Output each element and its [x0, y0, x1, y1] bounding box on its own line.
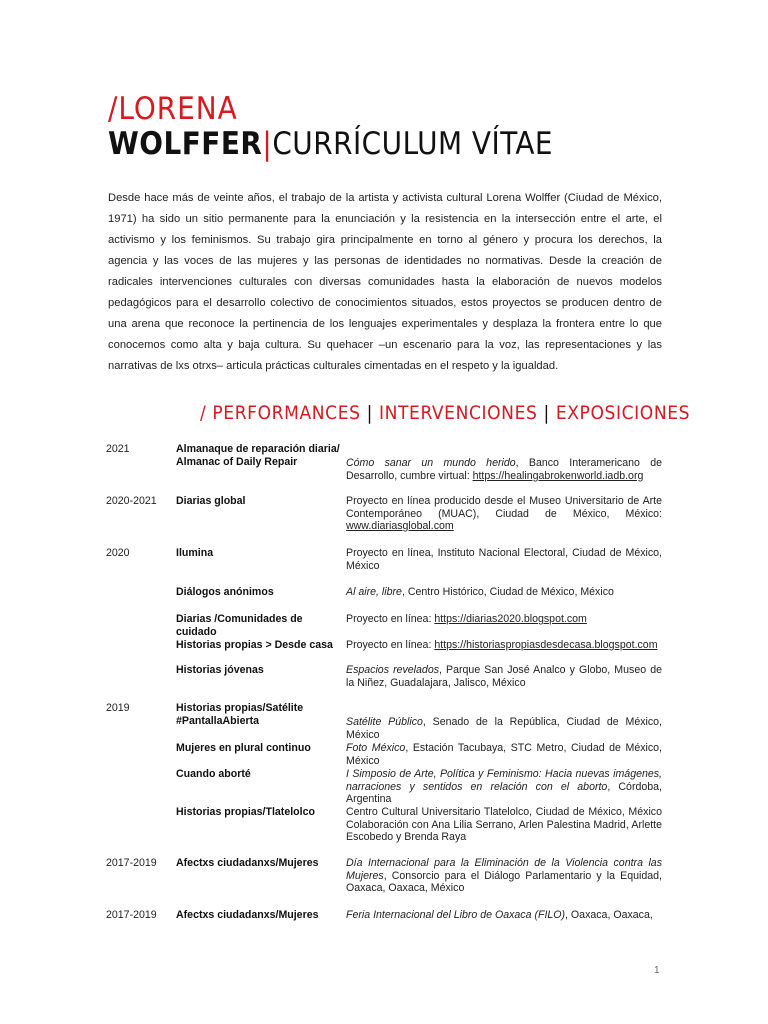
section-heading	[200, 402, 690, 424]
entry-description	[346, 857, 662, 895]
entry-title: Cuando aborté	[176, 768, 251, 780]
entry-year: 2020-2021	[106, 495, 157, 507]
title-first-name: /LORENA	[108, 91, 238, 127]
section-sep-1: |	[360, 402, 379, 424]
document-title	[108, 92, 553, 162]
entry-description	[346, 639, 662, 652]
entry-title: Almanaque de reparación diaria/ Almanac of Daily Repair	[176, 443, 340, 468]
entry-desc-text: , Consorcio para el Diálogo Parlamentario y la Equidad, Oaxaca, Oaxaca, México	[346, 869, 662, 894]
entry-desc-text: , Senado de la República, Ciudad de México, México	[346, 716, 662, 741]
entry-description	[346, 586, 662, 599]
entry-title: Mujeres en plural continuo	[176, 742, 311, 754]
entry-title: Historias propias/Tlatelolco	[176, 806, 315, 818]
entry-description	[346, 457, 662, 482]
entry-description: Proyecto en línea, Instituto Nacional Electoral, Ciudad de México, México	[346, 547, 662, 572]
entry-desc-link[interactable]: https://healingabrokenworld.iadb.org	[472, 469, 644, 482]
entry-desc-text: Proyecto en línea:	[346, 639, 435, 651]
entry-title: Diarias /Comunidades de cuidado	[176, 613, 303, 638]
entry-desc-text: , Parque San José Analco y Globo, Museo de la Niñez, Guadalajara, Jalisco, México	[346, 664, 662, 689]
entry-title: Afectxs ciudadanxs/Mujeres	[176, 909, 319, 921]
entry-title: Historias propias/Satélite #PantallaAbierta	[176, 702, 304, 727]
entry-desc-text: Proyecto en línea:	[346, 613, 435, 625]
entry-description	[346, 613, 662, 626]
entry-title: Diálogos anónimos	[176, 586, 274, 598]
entry-description: Centro Cultural Universitario Tlatelolco, Ciudad de México, México Colaboración con Ana Lilia Serrano, Arlen Palestina Madrid, Arlette Escobedo y Brenda Raya	[346, 806, 662, 843]
entry-title: Ilumina	[176, 547, 214, 559]
entry-description	[346, 716, 662, 741]
entry-desc-italic: Al aire, libre	[346, 586, 402, 598]
entry-year: 2019	[106, 702, 130, 714]
section-exposiciones: EXPOSICIONES	[555, 402, 691, 424]
entry-desc-italic: Espacios revelados	[346, 664, 440, 676]
entry-desc-italic: Feria Internacional del Libro de Oaxaca (FILO)	[346, 909, 566, 921]
entry-desc-link[interactable]: https://diarias2020.blogspot.com	[434, 613, 587, 625]
entry-year: 2021	[106, 443, 130, 455]
entry-year: 2020	[106, 547, 130, 559]
section-intervenciones: INTERVENCIONES	[378, 402, 538, 424]
entry-description	[346, 909, 662, 922]
entry-desc-link[interactable]: www.diariasglobal.com	[346, 520, 454, 532]
entry-desc-italic: Satélite Público	[346, 716, 423, 728]
entry-description	[346, 768, 662, 806]
intro-paragraph: Desde hace más de veinte años, el trabajo de la artista y activista cultural Lorena Wolffer (Ciudad de México, 1971) ha sido un sitio permanente para la enunciación y la resistencia en la intersección entre el arte, el activismo y los feminismos. Su trabajo gira principalmente en torno al género y procura los derechos, la agencia y las voces de las mujeres y las personas de identidades no normativas. Desde la creación de radicales intervenciones culturales con diversas comunidades hasta la elaboración de nuevos modelos pedagógicos para el desarrollo colectivo de conocimientos situados, estos proyectos se producen dentro de una arena que reconoce la pertinencia de los lenguajes experimentales y desplaza la frontera entre lo que conocemos como alta y baja cultura. Su quehacer –un escenario para la voz, las representaciones y las narrativas de lxs otrxs– articula prácticas culturales cimentadas en el respeto y la igualdad.	[108, 192, 662, 372]
entry-description	[346, 742, 662, 767]
entry-description	[346, 495, 662, 533]
title-last-name: WOLFFER	[108, 126, 263, 162]
entry-title: Historias jóvenas	[176, 664, 264, 676]
section-slash: /	[200, 402, 213, 424]
entry-desc-text: , Estación Tacubaya, STC Metro, Ciudad de México, México	[346, 742, 663, 767]
entry-desc-italic: I Simposio de Arte, Política y Feminismo: Hacia nuevas imágenes, narraciones y sentidos en relación con el aborto	[346, 768, 662, 793]
entry-desc-link[interactable]: https://historiaspropiasdesdecasa.blogspot.com	[434, 639, 658, 651]
entry-desc-italic: Foto México	[346, 742, 406, 754]
entry-desc-text: , Centro Histórico, Ciudad de México, México	[401, 586, 614, 598]
page-number: 1	[654, 965, 660, 976]
section-sep-2: |	[537, 402, 556, 424]
entry-title: Historias propias > Desde casa	[176, 639, 333, 651]
entry-desc-italic: Día Internacional para la Eliminación de la Violencia contra las Mujeres	[346, 857, 662, 882]
entry-desc-text: , Córdoba, Argentina	[346, 780, 662, 805]
title-second-line	[108, 126, 553, 162]
entry-year: 2017-2019	[106, 909, 157, 921]
entry-title: Afectxs ciudadanxs/Mujeres	[176, 857, 319, 869]
entry-desc-text: , Oaxaca, Oaxaca,	[565, 909, 653, 921]
entry-description	[346, 664, 662, 689]
entry-year: 2017-2019	[106, 857, 157, 869]
entry-desc-text: , Banco Interamericano de Desarrollo, cumbre virtual:	[346, 457, 662, 482]
entry-desc-italic: Cómo sanar un mundo herido	[346, 457, 516, 469]
section-performances: PERFORMANCES	[212, 402, 361, 424]
title-cv: CURRÍCULUM VÍTAE	[272, 126, 554, 162]
title-separator: |	[262, 126, 273, 162]
entry-desc-text: Proyecto en línea producido desde el Museo Universitario de Arte Contemporáneo (MUAC), Ciudad de México, México:	[346, 495, 662, 520]
entry-title: Diarias global	[176, 495, 246, 507]
